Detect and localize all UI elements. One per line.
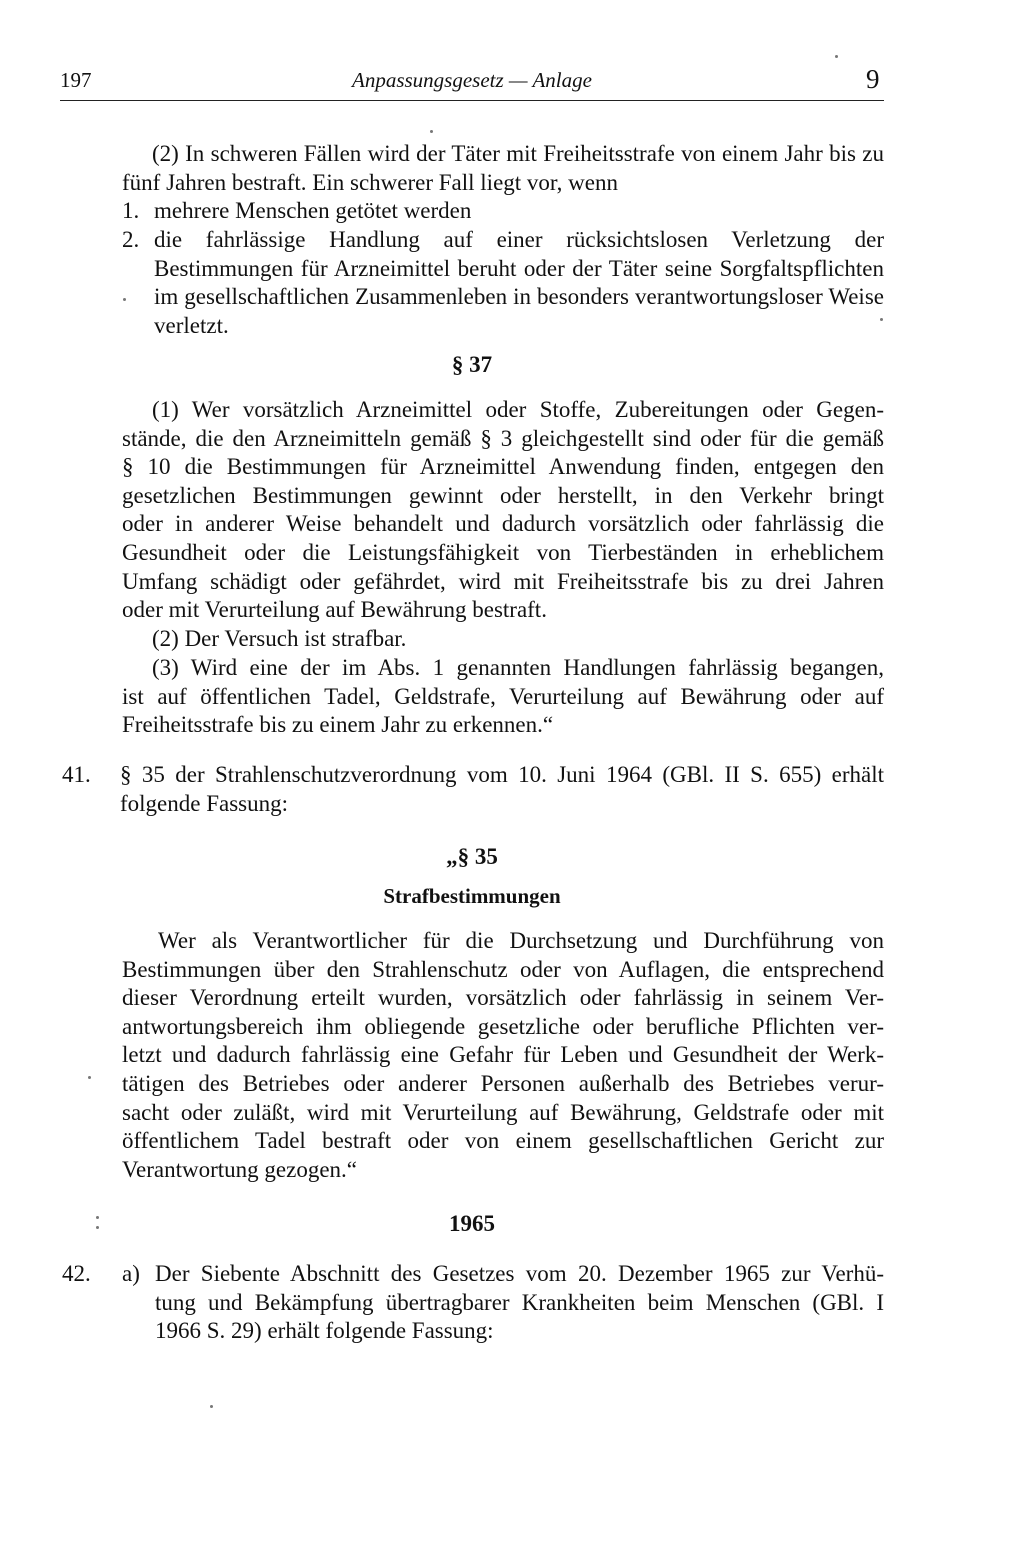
paragraph-35-body [122, 927, 884, 1184]
text-line: sacht oder zuläßt, wird mit Verurteilung auf Bewährung, Geldstrafe oder mit [122, 1099, 884, 1125]
heading-text: „§ 35 [446, 844, 498, 869]
page-header [0, 66, 1024, 106]
text-line: öffentlichem Tadel bestraft oder von einem gesellschaftlichen Gericht zur [122, 1128, 884, 1154]
item-number-42: 42. [62, 1261, 91, 1286]
item-41-text [120, 761, 884, 818]
heading-text: Strafbestimmungen [383, 884, 561, 908]
text-line: oder in anderer Weise behandelt und dadurch vorsätzlich oder fahrlässig die [122, 511, 884, 537]
scan-speck [880, 318, 883, 321]
paragraph-abs2-intro [122, 140, 884, 197]
scan-speck [88, 1076, 91, 1079]
paragraph-text: (2) Der Versuch ist strafbar. [152, 626, 407, 651]
item-sub-label: a) [122, 1261, 140, 1286]
section-number: 9 [866, 64, 880, 94]
heading-text: 1965 [449, 1211, 495, 1236]
text-line: Der Siebente Abschnitt des Gesetzes vom 20. Dezember 1965 zur Verhü- [155, 1261, 884, 1286]
text-line: tung und Bekämpfung übertragbarer Krankheiten beim Menschen (GBl. I [155, 1289, 884, 1315]
heading-text: § 37 [451, 352, 493, 377]
text-line: § 10 die Bestimmungen für Arzneimittel Anwendung finden, entgegen den [122, 454, 884, 480]
header-rule [60, 100, 884, 101]
item-42-text [155, 1260, 884, 1346]
list-item-text: mehrere Menschen getötet werden [154, 198, 472, 223]
text-line: Gesundheit oder die Leistungsfähigkeit von Tierbeständen in erheblichem [122, 539, 884, 565]
scan-speck [430, 130, 433, 133]
page-number: 197 [60, 68, 92, 92]
text-line: dieser Verordnung erteilt wurden, vorsätzlich oder fahrlässig in seinem Ver- [122, 985, 884, 1011]
section-heading-35 [60, 844, 884, 870]
scan-speck [96, 1226, 99, 1229]
text-line: Bestimmungen über den Strahlenschutz oder von Auflagen, die entsprechend [122, 956, 884, 982]
text-line: gesetzlichen Bestimmungen gewinnt oder herstellt, in den Verkehr bringt [122, 482, 884, 508]
list-item-number: 1. [122, 198, 140, 223]
paragraph-37-abs2 [152, 625, 884, 654]
paragraph-text: (2) In schweren Fällen wird der Täter mit Freiheitsstrafe von einem Jahr bis zu fünf Jahren bestraft. Ein schwerer Fall liegt vor, wenn [122, 141, 884, 195]
text-line: oder mit Verurteilung auf Bewährung bestraft. [122, 597, 547, 623]
paragraph-37-abs1 [122, 396, 884, 625]
section-subheading [60, 884, 884, 909]
scan-speck [835, 55, 838, 58]
text-line: (3) Wird eine der im Abs. 1 genannten Handlungen fahrlässig begangen, [152, 655, 884, 680]
section-heading-37 [60, 352, 884, 378]
item-number-41: 41. [62, 762, 91, 787]
text-line: stände, die den Arzneimitteln gemäß § 3 gleichgestellt sind oder für die gemäß [122, 425, 884, 451]
paragraph-37-abs3 [122, 654, 884, 740]
text-line: § 35 der Strahlenschutzverordnung vom 10. Juni 1964 (GBl. II S. 655) erhält [120, 762, 884, 787]
text-line: ist auf öffentlichen Tadel, Geldstrafe, Verurteilung auf Bewährung oder auf [122, 683, 884, 709]
text-line: 1966 S. 29) erhält folgende Fassung: [155, 1318, 494, 1344]
text-line: (1) Wer vorsätzlich Arzneimittel oder Stoffe, Zubereitungen oder Gegen- [152, 397, 884, 422]
scan-speck [123, 298, 126, 301]
list-item-number: 2. [122, 227, 140, 252]
text-line: Freiheitsstrafe bis zu einem Jahr zu erkennen.“ [122, 712, 554, 738]
text-line: Wer als Verantwortlicher für die Durchsetzung und Durchführung von [158, 928, 884, 953]
text-line: Umfang schädigt oder gefährdet, wird mit Freiheitsstrafe bis zu drei Jahren [122, 568, 884, 594]
scan-speck [96, 1216, 99, 1219]
text-line: folgende Fassung: [120, 790, 289, 816]
text-line: Verantwortung gezogen.“ [122, 1156, 358, 1182]
text-line: antwortungsbereich ihm obliegende gesetzliche oder berufliche Pflichten ver- [122, 1013, 884, 1039]
list-item-text: die fahrlässige Handlung auf einer rücksichtslosen Verletzung der Bestimmungen für Arzneimittel beruht oder der Täter seine Sorgfaltspflichten im gesellschaftlichen Zusammenleben in besonders verantwortungsloser Weise verletzt. [154, 227, 884, 338]
scan-speck [210, 1405, 213, 1408]
year-heading [60, 1211, 884, 1237]
text-line: letzt und dadurch fahrlässig eine Gefahr für Leben und Gesundheit der Werk- [122, 1042, 884, 1068]
running-title: Anpassungsgesetz — Anlage [352, 68, 592, 92]
list-item-2 [122, 226, 884, 346]
text-line: tätigen des Betriebes oder anderer Personen außerhalb des Betriebes verur- [122, 1070, 884, 1096]
